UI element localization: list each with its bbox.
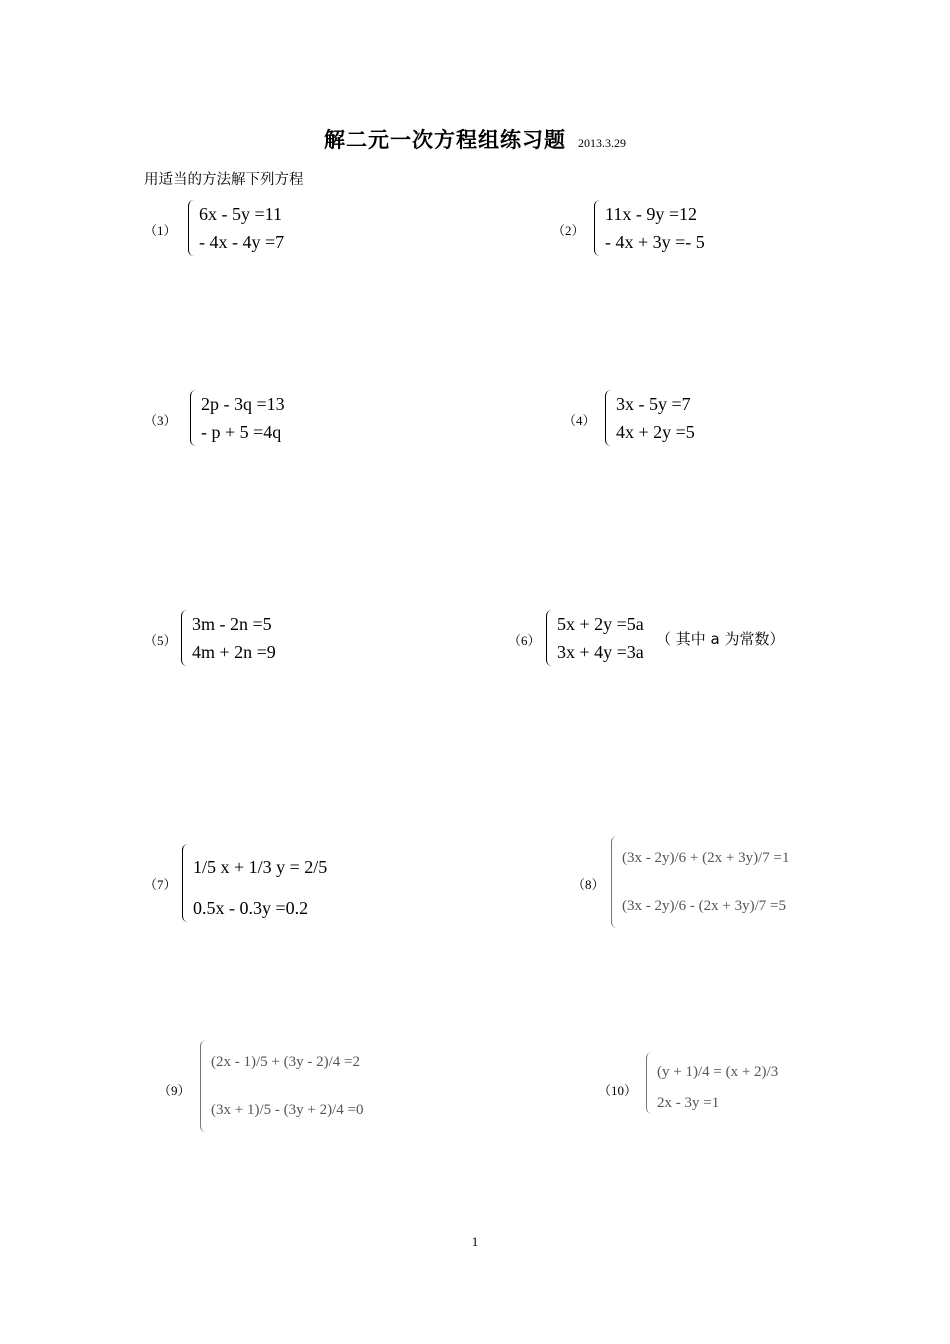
problem-4-label: （4） [563, 413, 596, 428]
problem-9-system [200, 1040, 363, 1132]
problem-6-eq-2: 3x + 4y =3a [557, 642, 644, 662]
problem-5-system [181, 610, 276, 666]
problem-8-eq-2: (3x - 2y)/6 - (2x + 3y)/7 =5 [622, 898, 786, 914]
problem-1-label: （1） [144, 223, 177, 238]
brace [646, 1052, 653, 1114]
problem-2-eq-1: 11x - 9y =12 [605, 204, 697, 224]
problem-2-label: （2） [552, 223, 585, 238]
problem-7-system [182, 844, 327, 922]
problem-6-label: （6） [508, 633, 541, 648]
page-number: 1 [471, 1234, 479, 1249]
problem-8-system [611, 836, 789, 928]
problem-5-eq-1: 3m - 2n =5 [192, 614, 272, 634]
problem-9-label: （9） [158, 1083, 191, 1098]
title-date: 2013.3.29 [578, 136, 626, 150]
problem-7-eq-2: 0.5x - 0.3y =0.2 [193, 898, 309, 918]
problem-6-system [546, 610, 644, 666]
problem-10-label: （10） [598, 1083, 638, 1098]
problem-3-system [190, 390, 285, 446]
brace [611, 836, 618, 928]
problem-4-system [605, 390, 695, 446]
problem-6-eq-1: 5x + 2y =5a [557, 614, 644, 634]
brace [200, 1040, 207, 1132]
problem-6-note: （ 其中 a 为常数） [656, 630, 785, 648]
brace [546, 610, 553, 666]
brace [190, 390, 197, 446]
problem-3-eq-2: - p + 5 =4q [201, 422, 282, 442]
page-title: 解二元一次方程组练习题 [324, 128, 566, 152]
problem-5-eq-2: 4m + 2n =9 [192, 642, 276, 662]
brace [182, 844, 189, 922]
problem-3-label: （3） [144, 413, 177, 428]
problem-10-system [646, 1052, 778, 1114]
problem-8-eq-1: (3x - 2y)/6 + (2x + 3y)/7 =1 [622, 850, 790, 866]
instruction: 用适当的方法解下列方程 [144, 172, 304, 188]
problem-1-eq-2: - 4x - 4y =7 [199, 232, 285, 252]
problem-2-eq-2: - 4x + 3y =- 5 [605, 232, 705, 252]
problem-10-eq-1: (y + 1)/4 = (x + 2)/3 [657, 1064, 779, 1080]
problem-1-system [188, 200, 284, 256]
problem-2-system [594, 200, 705, 256]
brace [605, 390, 612, 446]
problem-4-eq-2: 4x + 2y =5 [616, 422, 695, 442]
title-row [0, 124, 950, 154]
problem-1-eq-1: 6x - 5y =11 [199, 204, 282, 224]
brace [594, 200, 601, 256]
brace [188, 200, 195, 256]
brace [181, 610, 188, 666]
problem-8-label: （8） [572, 877, 605, 892]
problem-5-label: （5） [144, 633, 177, 648]
problem-9-eq-2: (3x + 1)/5 - (3y + 2)/4 =0 [211, 1102, 364, 1118]
problem-3-eq-1: 2p - 3q =13 [201, 394, 285, 414]
problem-7-eq-1: 1/5 x + 1/3 y = 2/5 [193, 857, 328, 877]
problem-9-eq-1: (2x - 1)/5 + (3y - 2)/4 =2 [211, 1054, 360, 1070]
problem-4-eq-1: 3x - 5y =7 [616, 394, 691, 414]
problem-7-label: （7） [144, 877, 177, 892]
problem-10-eq-2: 2x - 3y =1 [657, 1095, 720, 1111]
